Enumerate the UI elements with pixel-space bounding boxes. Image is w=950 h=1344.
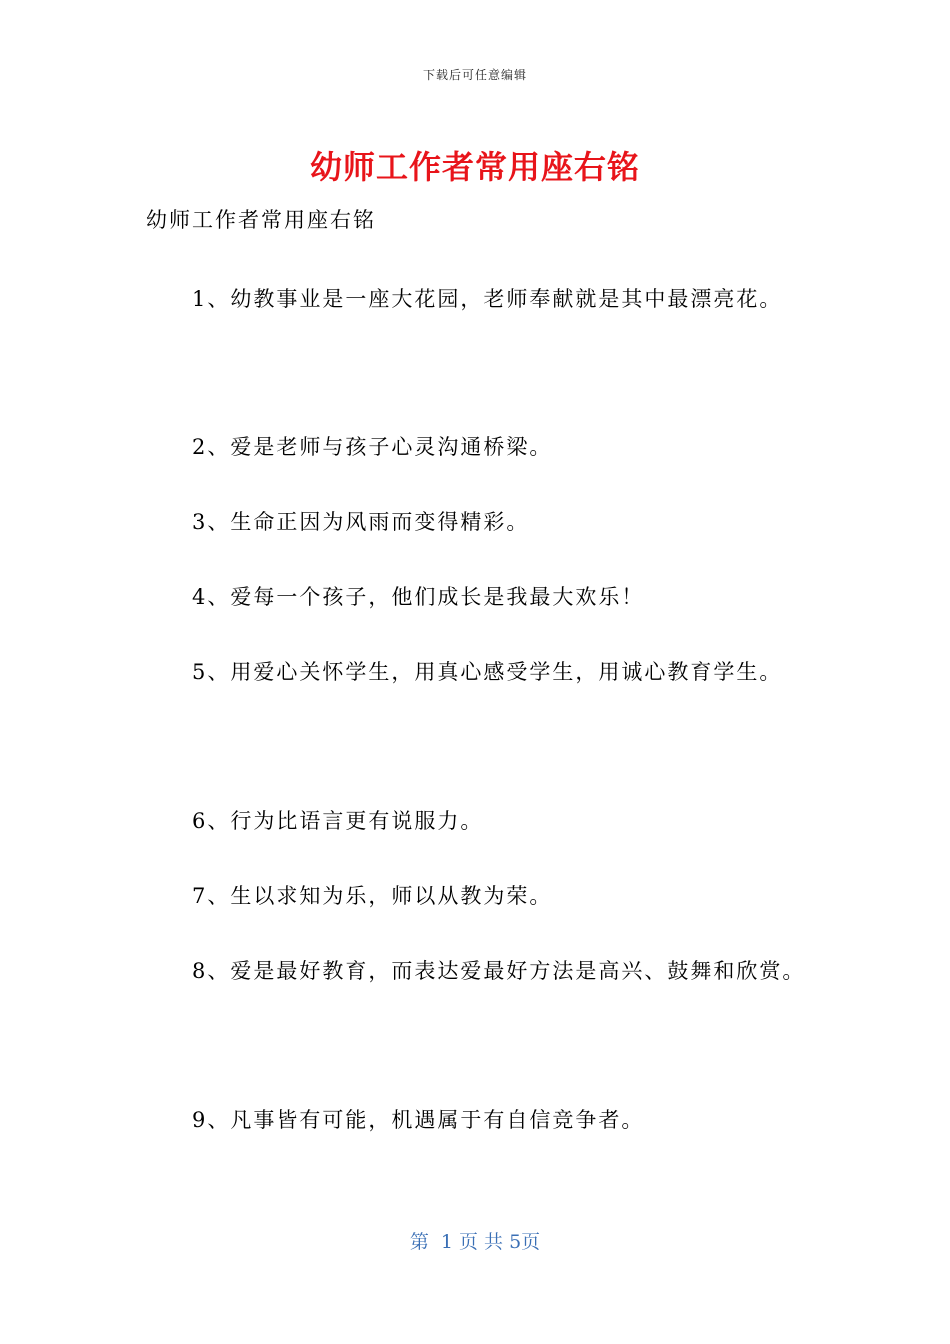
page-title: 幼师工作者常用座右铭 — [309, 148, 640, 186]
header-note: 下载后可任意编辑 — [422, 68, 527, 82]
quote-item-9: 9、凡事皆有可能，机遇属于有自信竞争者。 — [192, 1108, 645, 1132]
quote-item-2: 2、爱是老师与孩子心灵沟通桥梁。 — [192, 435, 553, 459]
quote-item-8: 8、爱是最好教育，而表达爱最好方法是高兴、鼓舞和欣赏。 — [192, 959, 806, 983]
quote-item-5: 5、用爱心关怀学生，用真心感受学生，用诚心教育学生。 — [192, 660, 783, 684]
document-subtitle: 幼师工作者常用座右铭 — [146, 208, 376, 232]
quote-item-4: 4、爱每一个孩子，他们成长是我最大欢乐！ — [192, 585, 645, 609]
quote-item-6: 6、行为比语言更有说服力。 — [192, 809, 484, 833]
quote-item-7: 7、生以求知为乐，师以从教为荣。 — [192, 884, 553, 908]
quote-item-1: 1、幼教事业是一座大花园，老师奉献就是其中最漂亮花。 — [192, 287, 783, 311]
page-number-footer: 第 1 页 共 5页 — [409, 1231, 541, 1253]
quote-item-3: 3、生命正因为风雨而变得精彩。 — [192, 510, 530, 534]
